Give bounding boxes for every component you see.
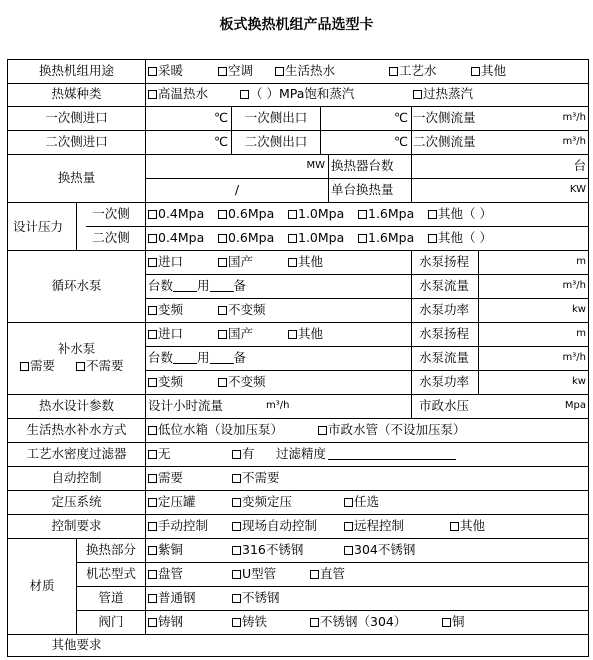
secondary-inlet-label: 二次侧进口	[45, 134, 108, 149]
hx-count-unit: 台	[573, 158, 586, 173]
material-hx-ss316[interactable]: 316不锈钢	[232, 542, 303, 558]
primary-outlet-temp-unit: ℃	[393, 110, 408, 125]
material-core-type-label: 机芯型式	[85, 566, 136, 581]
makeup-pump-power-label: 水泵功率	[419, 374, 470, 389]
checkbox-icon	[148, 546, 157, 555]
makeup-pump-no-vfd[interactable]: 不变频	[218, 374, 266, 390]
primary-pressure-option-0.4[interactable]: 0.4Mpa	[148, 206, 204, 222]
checkbox-icon	[148, 330, 157, 339]
checkbox-icon	[344, 546, 353, 555]
checkbox-icon	[442, 618, 451, 627]
checkbox-icon	[148, 67, 157, 76]
design-pressure-primary-label: 一次侧	[92, 206, 130, 221]
density-filter-label: 工艺水密度过滤器	[26, 446, 127, 461]
valve-cast-iron[interactable]: 铸铁	[232, 614, 267, 630]
checkbox-icon	[232, 570, 241, 579]
primary-inlet-label: 一次侧进口	[45, 110, 108, 125]
density-filter-yes[interactable]: 有	[232, 446, 255, 462]
const-pressure-any[interactable]: 任选	[344, 494, 379, 510]
makeup-pump-head-unit: m	[576, 328, 586, 339]
makeup-pump-needed[interactable]: 需要	[20, 358, 55, 374]
checkbox-icon	[148, 234, 157, 243]
checkbox-icon	[148, 426, 157, 435]
checkbox-icon	[413, 90, 422, 99]
secondary-outlet-label: 二次侧出口	[244, 134, 308, 149]
primary-outlet-label: 一次侧出口	[244, 110, 308, 125]
core-type-straight[interactable]: 直管	[310, 566, 345, 582]
const-pressure-label: 定压系统	[51, 494, 102, 509]
usage-option-process-water[interactable]: 工艺水	[389, 63, 437, 79]
circ-pump-power-label: 水泵功率	[419, 302, 470, 317]
material-valve-label: 阀门	[98, 614, 124, 629]
checkbox-icon	[148, 570, 157, 579]
makeup-pump-power-unit: kw	[572, 376, 586, 387]
usage-option-domestic-hot-water[interactable]: 生活热水	[275, 63, 335, 79]
heating-medium-label: 热媒种类	[51, 86, 102, 101]
usage-option-heating[interactable]: 采暖	[148, 63, 183, 79]
design-flow-label: 设计小时流量	[148, 398, 224, 413]
primary-pressure-option-1.0[interactable]: 1.0Mpa	[288, 206, 344, 222]
makeup-pump-head-label: 水泵扬程	[419, 326, 470, 341]
checkbox-icon	[288, 258, 297, 267]
usage-option-ac[interactable]: 空调	[218, 63, 253, 79]
checkbox-icon	[148, 474, 157, 483]
checkbox-icon	[389, 67, 398, 76]
makeup-pump-not-needed[interactable]: 不需要	[76, 358, 124, 374]
other-req-label: 其他要求	[51, 637, 102, 652]
secondary-pressure-option-other[interactable]: 其他（ ）	[428, 230, 492, 246]
hx-count-label: 换热器台数	[331, 158, 394, 173]
secondary-pressure-option-0.4[interactable]: 0.4Mpa	[148, 230, 204, 246]
design-flow-unit: m³/h	[266, 400, 290, 411]
makeup-pump-flow-label: 水泵流量	[419, 350, 470, 365]
primary-pressure-option-other[interactable]: 其他（ ）	[428, 206, 492, 222]
density-filter-none[interactable]: 无	[148, 446, 171, 462]
makeup-method-label: 生活热水补水方式	[26, 422, 127, 437]
circ-pump-origin-domestic[interactable]: 国产	[218, 254, 253, 270]
checkbox-icon	[218, 330, 227, 339]
checkbox-icon	[288, 210, 297, 219]
checkbox-icon	[148, 498, 157, 507]
circ-pump-flow-unit: m³/h	[562, 280, 586, 291]
circ-pump-no-vfd[interactable]: 不变频	[218, 302, 266, 318]
auto-control-needed[interactable]: 需要	[148, 470, 183, 486]
checkbox-icon	[232, 474, 241, 483]
makeup-pump-origin-other[interactable]: 其他	[288, 326, 323, 342]
medium-option-superheated-steam[interactable]: 过热蒸汽	[413, 86, 473, 102]
pipe-stainless[interactable]: 不锈钢	[232, 590, 280, 606]
circ-pump-head-unit: m	[576, 256, 586, 267]
checkbox-icon	[318, 426, 327, 435]
checkbox-icon	[232, 498, 241, 507]
circ-pump-count[interactable]: 台数 用 备	[148, 278, 247, 293]
single-load-label: 单台换热量	[331, 182, 394, 197]
makeup-method-city-pipe[interactable]: 市政水管（不设加压泵）	[318, 422, 466, 438]
valve-stainless-304[interactable]: 不锈钢（304）	[310, 614, 406, 630]
secondary-flow-unit: m³/h	[562, 136, 586, 147]
city-pressure-unit: Mpa	[564, 400, 586, 411]
checkbox-icon	[288, 330, 297, 339]
single-load-unit: KW	[569, 184, 586, 195]
checkbox-icon	[232, 594, 241, 603]
makeup-pump-count[interactable]: 台数 用 备	[148, 350, 247, 365]
control-remote[interactable]: 远程控制	[344, 518, 404, 534]
circ-pump-label: 循环水泵	[51, 278, 102, 293]
checkbox-icon	[288, 234, 297, 243]
heat-load-unit-mw: MW	[306, 160, 325, 171]
medium-option-saturated-steam[interactable]: （ ）MPa饱和蒸汽	[240, 86, 354, 102]
checkbox-icon	[428, 234, 437, 243]
auto-control-not-needed[interactable]: 不需要	[232, 470, 280, 486]
makeup-pump-label: 补水泵	[57, 341, 96, 356]
checkbox-icon	[218, 210, 227, 219]
other-req-field[interactable]	[148, 637, 586, 653]
page-title: 板式换热机组产品选型卡	[219, 17, 374, 33]
checkbox-icon	[148, 522, 157, 531]
checkbox-icon	[148, 306, 157, 315]
secondary-flow-label: 二次侧流量	[413, 134, 476, 149]
checkbox-icon	[275, 67, 284, 76]
city-pressure-label: 市政水压	[419, 398, 470, 413]
const-pressure-tank[interactable]: 定压罐	[148, 494, 196, 510]
checkbox-icon	[148, 210, 157, 219]
checkbox-icon	[310, 570, 319, 579]
filter-precision[interactable]: 过滤精度	[276, 446, 456, 462]
makeup-pump-origin-domestic[interactable]: 国产	[218, 326, 253, 342]
secondary-inlet-temp-unit: ℃	[213, 134, 228, 149]
checkbox-icon	[218, 306, 227, 315]
checkbox-icon	[148, 618, 157, 627]
checkbox-icon	[358, 210, 367, 219]
control-req-label: 控制要求	[51, 518, 102, 533]
checkbox-icon	[218, 67, 227, 76]
primary-pressure-option-0.6[interactable]: 0.6Mpa	[218, 206, 274, 222]
material-hx-copper[interactable]: 紫铜	[148, 542, 183, 558]
checkbox-icon	[148, 594, 157, 603]
hot-water-params-label: 热水设计参数	[38, 398, 114, 413]
secondary-pressure-option-0.6[interactable]: 0.6Mpa	[218, 230, 274, 246]
checkbox-icon	[218, 258, 227, 267]
checkbox-icon	[450, 522, 459, 531]
usage-option-other[interactable]: 其他	[471, 63, 506, 79]
circ-pump-head-label: 水泵扬程	[419, 254, 470, 269]
primary-inlet-temp-unit: ℃	[213, 110, 228, 125]
checkbox-icon	[344, 498, 353, 507]
checkbox-icon	[232, 522, 241, 531]
control-other[interactable]: 其他	[450, 518, 485, 534]
auto-control-label: 自动控制	[51, 470, 102, 485]
circ-pump-power-unit: kw	[572, 304, 586, 315]
checkbox-icon	[218, 378, 227, 387]
checkbox-icon	[232, 618, 241, 627]
checkbox-icon	[148, 378, 157, 387]
valve-cast-steel[interactable]: 铸钢	[148, 614, 183, 630]
checkbox-icon	[148, 90, 157, 99]
material-hx-ss304[interactable]: 304不锈钢	[344, 542, 415, 558]
secondary-outlet-temp-unit: ℃	[393, 134, 408, 149]
circ-pump-origin-other[interactable]: 其他	[288, 254, 323, 270]
checkbox-icon	[358, 234, 367, 243]
secondary-pressure-option-1.6[interactable]: 1.6Mpa	[358, 230, 414, 246]
checkbox-icon	[218, 234, 227, 243]
makeup-method-low-tank[interactable]: 低位水箱（设加压泵）	[148, 422, 283, 438]
checkbox-icon	[148, 450, 157, 459]
checkbox-icon	[232, 546, 241, 555]
usage-label: 换热机组用途	[38, 63, 114, 78]
const-pressure-vfd[interactable]: 变频定压	[232, 494, 292, 510]
checkbox-icon	[310, 618, 319, 627]
material-hx-part-label: 换热部分	[85, 542, 136, 557]
heat-load-slash: /	[234, 182, 240, 197]
pipe-carbon-steel[interactable]: 普通钢	[148, 590, 196, 606]
checkbox-icon	[240, 90, 249, 99]
primary-pressure-option-1.6[interactable]: 1.6Mpa	[358, 206, 414, 222]
makeup-pump-vfd[interactable]: 变频	[148, 374, 183, 390]
checkbox-icon	[471, 67, 480, 76]
checkbox-icon	[20, 362, 29, 371]
valve-copper[interactable]: 铜	[442, 614, 465, 630]
circ-pump-flow-label: 水泵流量	[419, 278, 470, 293]
medium-option-high-temp-water[interactable]: 高温热水	[148, 86, 208, 102]
core-type-coil[interactable]: 盘管	[148, 566, 183, 582]
secondary-pressure-option-1.0[interactable]: 1.0Mpa	[288, 230, 344, 246]
heat-load-label: 换热量	[57, 170, 96, 185]
material-label: 材质	[29, 578, 55, 593]
circ-pump-vfd[interactable]: 变频	[148, 302, 183, 318]
core-type-u-tube[interactable]: U型管	[232, 566, 276, 582]
checkbox-icon	[428, 210, 437, 219]
checkbox-icon	[232, 450, 241, 459]
control-onsite-auto[interactable]: 现场自动控制	[232, 518, 317, 534]
makeup-pump-origin-imported[interactable]: 进口	[148, 326, 183, 342]
control-manual[interactable]: 手动控制	[148, 518, 208, 534]
checkbox-icon	[344, 522, 353, 531]
design-pressure-secondary-label: 二次侧	[92, 230, 130, 245]
primary-flow-unit: m³/h	[562, 112, 586, 123]
makeup-pump-flow-unit: m³/h	[562, 352, 586, 363]
material-pipe-label: 管道	[98, 590, 124, 605]
checkbox-icon	[76, 362, 85, 371]
primary-flow-label: 一次侧流量	[413, 110, 476, 125]
checkbox-icon	[148, 258, 157, 267]
design-pressure-label: 设计压力	[13, 219, 64, 234]
circ-pump-origin-imported[interactable]: 进口	[148, 254, 183, 270]
